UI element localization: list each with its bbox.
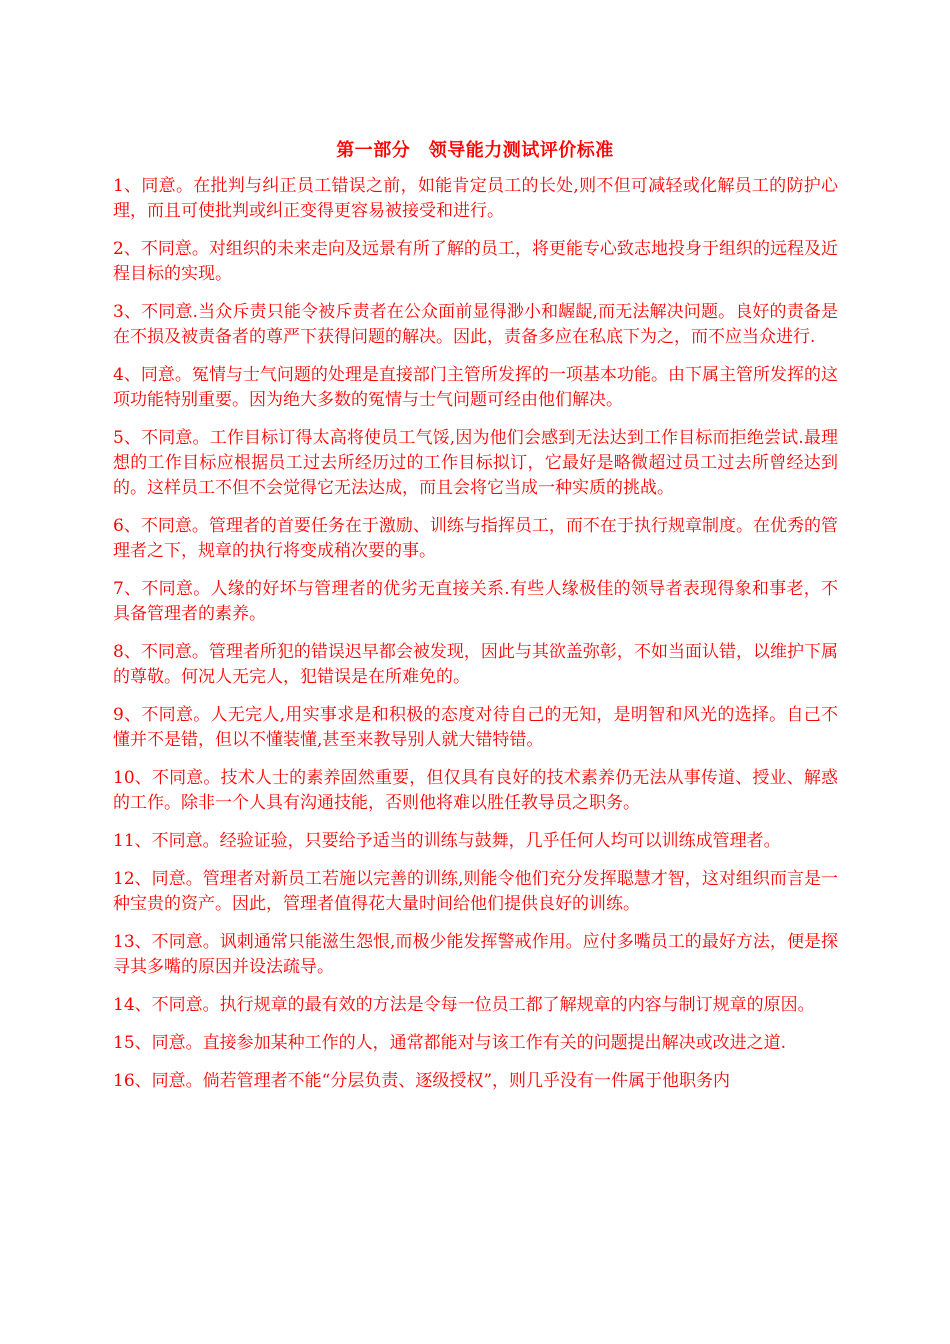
paragraph-7: 7、不同意。人缘的好坏与管理者的优劣无直接关系.有些人缘极佳的领导者表现得象和事老，不具备管理者的素养。 <box>113 579 838 624</box>
paragraph-11: 11、不同意。经验证验，只要给予适当的训练与鼓舞，几乎任何人均可以训练成管理者。 <box>113 831 781 851</box>
document-body <box>113 174 838 1107</box>
paragraph-9: 9、不同意。人无完人,用实事求是和积极的态度对待自己的无知，是明智和风光的选择。自己不懂并不是错，但以不懂装懂,甚至来教导别人就大错特错。 <box>113 705 838 750</box>
paragraph-2: 2、不同意。对组织的未来走向及远景有所了解的员工，将更能专心致志地投身于组织的远程及近程目标的实现。 <box>113 239 838 284</box>
paragraph-12: 12、同意。管理者对新员工若施以完善的训练,则能令他们充分发挥聪慧才智，这对组织而言是一种宝贵的资产。因此，管理者值得花大量时间给他们提供良好的训练。 <box>113 869 838 914</box>
paragraph-13: 13、不同意。讽刺通常只能滋生怨恨,而极少能发挥警戒作用。应付多嘴员工的最好方法，便是探寻其多嘴的原因并设法疏导。 <box>113 932 838 977</box>
paragraph-8: 8、不同意。管理者所犯的错误迟早都会被发现，因此与其欲盖弥彰，不如当面认错，以维护下属的尊敬。何况人无完人，犯错误是在所难免的。 <box>113 642 838 687</box>
paragraph-4: 4、同意。冤情与士气问题的处理是直接部门主管所发挥的一项基本功能。由下属主管所发挥的这项功能特别重要。因为绝大多数的冤情与士气问题可经由他们解决。 <box>113 365 838 410</box>
paragraph-5: 5、不同意。工作目标订得太高将使员工气馁,因为他们会感到无法达到工作目标而拒绝尝试.最理想的工作目标应根据员工过去所经历过的工作目标拟订，它最好是略微超过员工过去所曾经达到的。这样员工不但不会觉得它无法达成，而且会将它当成一种实质的挑战。 <box>113 428 838 498</box>
paragraph-10: 10、不同意。技术人士的素养固然重要，但仅具有良好的技术素养仍无法从事传道、授业、解惑的工作。除非一个人具有沟通技能，否则他将难以胜任教导员之职务。 <box>113 768 838 813</box>
paragraph-6: 6、不同意。管理者的首要任务在于激励、训练与指挥员工，而不在于执行规章制度。在优秀的管理者之下，规章的执行将变成稍次要的事。 <box>113 516 838 561</box>
paragraph-1: 1、同意。在批判与纠正员工错误之前，如能肯定员工的长处,则不但可减轻或化解员工的防护心理，而且可使批判或纠正变得更容易被接受和进行。 <box>113 176 838 221</box>
paragraph-15: 15、同意。直接参加某种工作的人，通常都能对与该工作有关的问题提出解决或改进之道. <box>113 1033 787 1053</box>
paragraph-14: 14、不同意。执行规章的最有效的方法是令每一位员工都了解规章的内容与制订规章的原因。 <box>113 995 815 1015</box>
paragraph-3: 3、不同意.当众斥责只能令被斥责者在公众面前显得渺小和龌龊,而无法解决问题。良好的责备是在不损及被责备者的尊严下获得问题的解决。因此，责备多应在私底下为之，而不应当众进行. <box>113 302 838 347</box>
document-title: 第一部分 领导能力测试评价标准 <box>336 140 614 161</box>
paragraph-16: 16、同意。倘若管理者不能“分层负责、逐级授权”，则几乎没有一件属于他职务内 <box>113 1071 731 1091</box>
